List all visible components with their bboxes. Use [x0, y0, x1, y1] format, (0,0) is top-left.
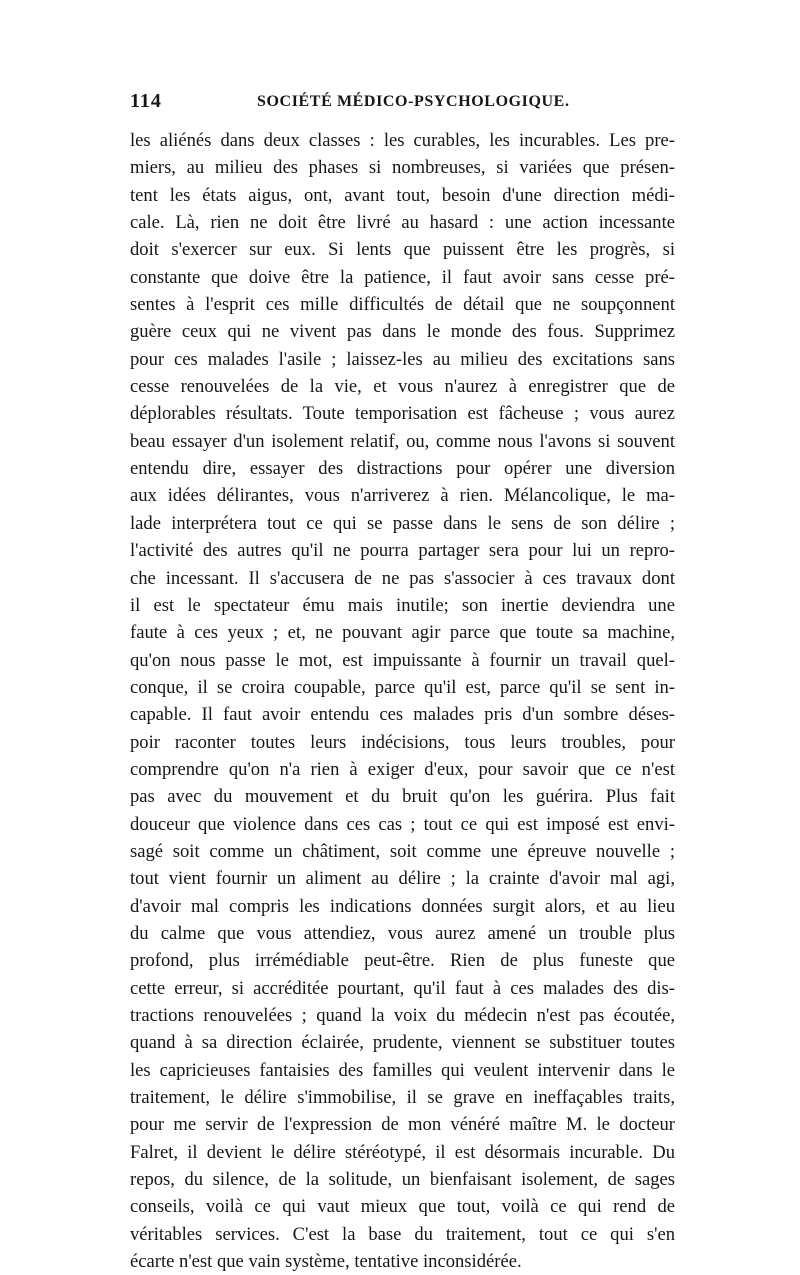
text-line: pas avec du mouvement et du bruit qu'on les guérira. Plus fait — [130, 786, 675, 808]
body-paragraph — [130, 127, 675, 1275]
text-line: miers, au milieu des phases si nombreuses, si variées que présen- — [130, 157, 675, 179]
text-line: faute à ces yeux ; et, ne pouvant agir parce que toute sa machine, — [130, 622, 675, 644]
text-line: quand à sa direction éclairée, prudente, viennent se substituer toutes — [130, 1032, 675, 1054]
text-line: conseils, voilà ce qui vaut mieux que tout, voilà ce qui rend de — [130, 1196, 675, 1218]
text-line: poir raconter toutes leurs indécisions, tous leurs troubles, pour — [130, 731, 675, 753]
text-line: tractions renouvelées ; quand la voix du médecin n'est pas écoutée, — [130, 1005, 675, 1026]
text-line: doit s'exercer sur eux. Si lents que puissent être les progrès, si — [130, 239, 675, 261]
text-line: capable. Il faut avoir entendu ces malades pris d'un sombre déses- — [130, 704, 675, 726]
text-line: pour me servir de l'expression de mon vénéré maître M. le docteur — [130, 1114, 675, 1136]
running-head — [130, 90, 675, 118]
text-line: les capricieuses fantaisies des familles qui veulent intervenir dans le — [130, 1059, 675, 1081]
text-line: tent les états aigus, ont, avant tout, besoin d'une direction médi- — [130, 184, 675, 206]
text-line: cesse renouvelées de la vie, et vous n'aurez à enregistrer que de — [130, 376, 675, 398]
text-line: les aliénés dans deux classes : les curables, les incurables. Les pre- — [130, 130, 675, 151]
text-line: l'activité des autres qu'il ne pourra partager sera pour lui un repro- — [130, 540, 675, 562]
text-line: profond, plus irrémédiable peut-être. Rien de plus funeste que — [130, 950, 675, 972]
text-line: beau essayer d'un isolement relatif, ou, comme nous l'avons si souvent — [130, 430, 675, 452]
page-number: 114 — [130, 90, 162, 112]
text-line: il est le spectateur ému mais inutile; son inertie deviendra une — [130, 594, 675, 616]
text-line: pour ces malades l'asile ; laissez-les au milieu des excitations sans — [130, 348, 675, 370]
text-line: Falret, il devient le délire stéréotypé, il est désormais incurable. Du — [130, 1141, 675, 1163]
text-line: cette erreur, si accréditée pourtant, qu'il faut à ces malades des dis- — [130, 977, 675, 999]
text-line: qu'on nous passe le mot, est impuissante à fournir un travail quel- — [130, 649, 675, 671]
text-line: aux idées délirantes, vous n'arriverez à rien. Mélancolique, le ma- — [130, 485, 675, 507]
text-line: véritables services. C'est la base du traitement, tout ce qui s'en — [130, 1223, 675, 1245]
text-line: déplorables résultats. Toute temporisation est fâcheuse ; vous aurez — [130, 403, 675, 425]
text-line: constante que doive être la patience, il faut avoir sans cesse pré- — [130, 266, 675, 288]
text-line: guère ceux qui ne vivent pas dans le monde des fous. Supprimez — [130, 321, 675, 343]
text-line: cale. Là, rien ne doit être livré au hasard : une action incessante — [130, 212, 675, 234]
text-line: conque, il se croira coupable, parce qu'il est, parce qu'il se sent in- — [130, 676, 675, 698]
text-line: tout vient fournir un aliment au délire ; la crainte d'avoir mal agi, — [130, 868, 675, 890]
text-line: du calme que vous attendiez, vous aurez amené un trouble plus — [130, 922, 675, 944]
text-line: comprendre qu'on n'a rien à exiger d'eux, pour savoir que ce n'est — [130, 758, 675, 780]
text-line: che incessant. Il s'accusera de ne pas s'associer à ces travaux dont — [130, 567, 675, 589]
text-line: douceur que violence dans ces cas ; tout ce qui est imposé est envi- — [130, 813, 675, 835]
text-line: entendu dire, essayer des distractions pour opérer une diversion — [130, 458, 675, 480]
text-line: lade interprétera tout ce qui se passe dans le sens de son délire ; — [130, 512, 675, 534]
text-line: d'avoir mal compris les indications données surgit alors, et au lieu — [130, 895, 675, 917]
text-line: écarte n'est que vain système, tentative inconsidérée. — [130, 1251, 522, 1273]
text-line: repos, du silence, de la solitude, un bienfaisant isolement, de sages — [130, 1169, 675, 1191]
running-title: SOCIÉTÉ MÉDICO-PSYCHOLOGIQUE. — [257, 93, 570, 110]
text-line: traitement, le délire s'immobilise, il se grave en ineffaçables traits, — [130, 1087, 675, 1109]
text-line: sagé soit comme un châtiment, soit comme une épreuve nouvelle ; — [130, 840, 675, 862]
text-line: sentes à l'esprit ces mille difficultés de détail que ne soupçonnent — [130, 294, 675, 316]
